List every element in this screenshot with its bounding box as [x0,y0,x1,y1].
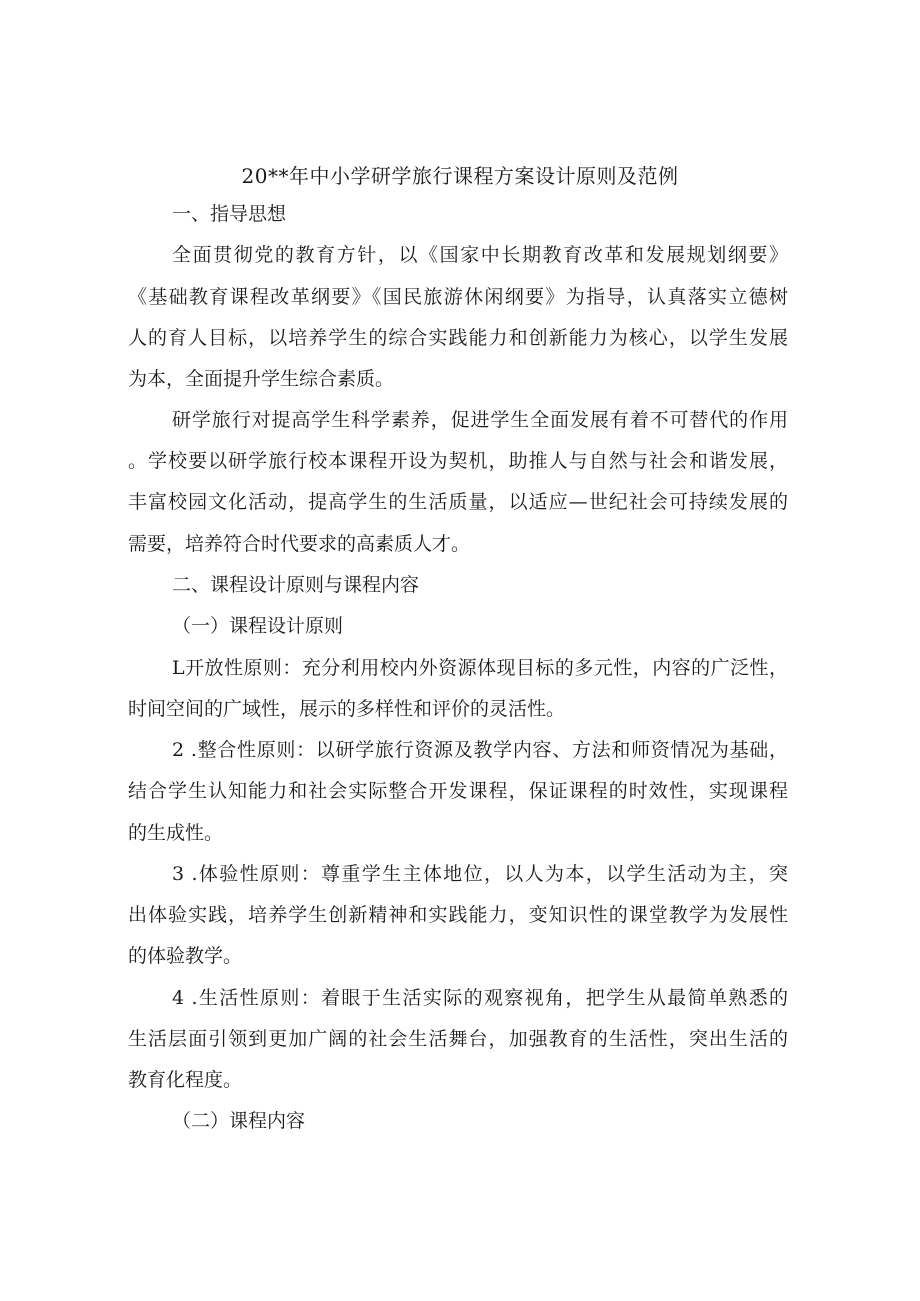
subsection-heading-2: （二）课程内容 [172,1110,306,1132]
principle-line: 时间空间的广域性，展示的多样性和评价的灵活性。 [128,698,566,720]
paragraph-line: 。学校要以研学旅行校本课程开设为契机，助推人与自然与社会和谐发展， [128,450,788,472]
paragraph-line: 为本，全面提升学生综合素质。 [128,368,395,390]
principle-line: L开放性原则：充分利用校内外资源体现目标的多元性，内容的广泛性， [172,657,788,679]
section-heading-1: 一、指导思想 [172,203,287,225]
paragraph-line: 《基础教育课程改革纲要》《国民旅游休闲纲要》为指导，认真落实立德树 [128,286,788,308]
principle-line: 教育化程度。 [128,1069,243,1091]
principle-line: 2 .整合性原则：以研学旅行资源及教学内容、方法和师资情况为基础， [172,739,788,761]
paragraph-line: 人的育人目标，以培养学生的综合实践能力和创新能力为核心，以学生发展 [128,327,788,349]
principle-line: 的生成性。 [128,822,224,844]
principle-line: 的体验教学。 [128,945,243,967]
principle-line: 出体验实践，培养学生创新精神和实践能力，变知识性的课堂教学为发展性 [128,904,788,926]
paragraph-line: 需要，培养符合时代要求的高素质人才。 [128,533,471,555]
paragraph-line: 丰富校园文化活动，提高学生的生活质量，以适应—世纪社会可持续发展的 [128,491,788,513]
document-title: 20**年中小学研学旅行课程方案设计原则及范例 [241,164,679,188]
paragraph-line: 研学旅行对提高学生科学素养，促进学生全面发展有着不可替代的作用 [172,409,788,431]
principle-line: 3 .体验性原则：尊重学生主体地位，以人为本，以学生活动为主，突 [172,863,788,885]
paragraph-line: 全面贯彻党的教育方针，以《国家中长期教育改革和发展规划纲要》 [172,244,788,266]
principle-line: 4 .生活性原则：着眼于生活实际的观察视角，把学生从最简单熟悉的 [172,987,788,1009]
subsection-heading-1: （一）课程设计原则 [172,615,344,637]
section-heading-2: 二、课程设计原则与课程内容 [172,574,420,596]
principle-line: 结合学生认知能力和社会实际整合开发课程，保证课程的时效性，实现课程 [128,780,788,802]
principle-line: 生活层面引领到更加广阔的社会生活舞台，加强教育的生活性，突出生活的 [128,1028,788,1050]
